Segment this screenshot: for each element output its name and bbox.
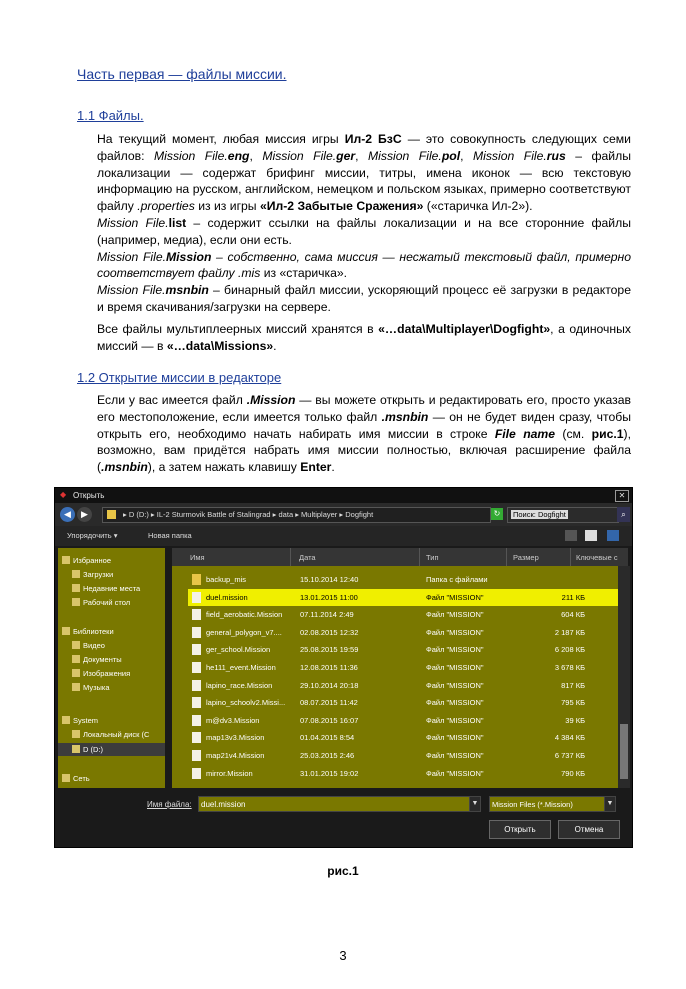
file-icon <box>192 750 201 761</box>
file-icon <box>192 662 201 673</box>
help-icon[interactable] <box>607 530 619 541</box>
sidebar-item-recent[interactable]: Недавние места <box>72 584 140 593</box>
file-icon <box>192 644 201 655</box>
network-icon <box>62 774 70 782</box>
table-row[interactable] <box>188 659 618 676</box>
file-date: 13.01.2015 11:00 <box>300 592 358 602</box>
file-name: general_polygon_v7.... <box>206 627 282 637</box>
file-date: 31.01.2015 19:02 <box>300 768 359 778</box>
file-size: 6 208 КБ <box>554 645 585 655</box>
file-name: duel.mission <box>206 592 248 602</box>
table-row[interactable] <box>188 624 618 641</box>
file-type: Файл "MISSION" <box>426 663 484 672</box>
column-type[interactable]: Тип <box>426 553 439 562</box>
file-type: Папка с файлами <box>426 575 488 584</box>
file-name: map21v4.Mission <box>206 751 265 760</box>
table-row[interactable] <box>188 606 618 623</box>
filename-label: Имя файла: <box>147 800 192 809</box>
file-date: 25.08.2015 19:59 <box>300 645 359 655</box>
file-name: lapino_race.Mission <box>206 680 273 690</box>
file-size: 2 187 КБ <box>554 627 585 637</box>
column-name[interactable]: Имя <box>190 553 205 562</box>
file-type: Файл "MISSION" <box>426 592 484 602</box>
file-type: Файл "MISSION" <box>426 698 484 708</box>
page-number: 3 <box>339 948 347 963</box>
drive-icon <box>72 730 80 738</box>
folder-icon <box>192 574 201 585</box>
sidebar-item-local-disk[interactable]: Локальный диск (C <box>72 730 149 739</box>
library-icon <box>62 627 70 635</box>
sidebar-item-network[interactable]: Сеть <box>62 774 90 783</box>
file-icon <box>192 592 201 603</box>
dialog-title: Открыть <box>73 491 105 500</box>
file-name: ger_school.Mission <box>206 645 271 655</box>
file-date: 15.10.2014 12:40 <box>300 575 359 584</box>
sidebar-item-d-drive[interactable]: D (D:) <box>72 745 103 754</box>
part-heading: Часть первая — файлы миссии. <box>77 66 287 82</box>
vertical-scrollbar[interactable] <box>618 566 630 788</box>
table-row[interactable] <box>188 729 618 746</box>
figure-caption: рис.1 <box>327 864 359 878</box>
file-date: 07.08.2015 16:07 <box>300 715 359 725</box>
file-name: m@dv3.Mission <box>206 715 260 725</box>
file-type: Файл "MISSION" <box>426 627 484 637</box>
sidebar-item-music[interactable]: Музыка <box>72 683 110 692</box>
new-folder-button[interactable]: Новая папка <box>148 531 192 540</box>
star-icon <box>62 556 70 564</box>
drive-icon <box>72 745 80 753</box>
column-date[interactable]: Дата <box>299 553 316 562</box>
search-input[interactable] <box>507 507 619 523</box>
sidebar-item-favorites[interactable]: Избранное <box>62 556 111 565</box>
filename-dropdown-icon[interactable]: ▼ <box>469 796 481 812</box>
open-dialog-screenshot <box>54 487 633 848</box>
scrollbar-thumb[interactable] <box>620 724 628 779</box>
file-name: field_aerobatic.Mission <box>206 610 283 620</box>
app-icon: ◆ <box>60 490 67 499</box>
sidebar-item-system[interactable]: System <box>62 716 98 725</box>
filetype-select[interactable]: Mission Files (*.Mission) <box>489 796 606 812</box>
dialog-titlebar <box>55 488 632 503</box>
table-row[interactable] <box>188 677 618 694</box>
recent-icon <box>72 584 80 592</box>
paragraph-opening: Если у вас имеется файл .Mission — вы можете открыть и редактировать его, просто указав его местоположение, если имеется только файл .msnbin — он не будет виден сразу, чтобы открыть его, необходимо начать набирать имя миссии в строке File name (см. рис.1), возможно, вам придётся набрать имя миссии полностью, включая расширение файла (.msnbin), а затем нажать клавишу Enter. <box>97 393 631 475</box>
images-icon <box>72 669 80 677</box>
file-type: Файл "MISSION" <box>426 715 484 725</box>
navigation-pane <box>58 548 165 788</box>
table-row[interactable] <box>188 571 618 588</box>
file-type: Файл "MISSION" <box>426 733 484 743</box>
file-icon <box>192 768 201 779</box>
section-heading-opening: 1.2 Открытие миссии в редакторе <box>77 370 282 385</box>
section-heading-files: 1.1 Файлы. <box>77 108 144 123</box>
file-list-header <box>172 548 628 566</box>
music-icon <box>72 683 80 691</box>
address-bar <box>55 503 632 526</box>
file-type: Файл "MISSION" <box>426 768 484 778</box>
file-type: Файл "MISSION" <box>426 645 484 655</box>
sidebar-item-video[interactable]: Видео <box>72 641 105 650</box>
file-size: 39 КБ <box>565 715 585 725</box>
sidebar-item-libraries[interactable]: Библиотеки <box>62 627 114 636</box>
file-date: 12.08.2015 11:36 <box>300 663 358 672</box>
file-icon <box>192 697 201 708</box>
table-row[interactable] <box>188 589 618 606</box>
file-name: backup_mis <box>206 575 247 584</box>
file-icon <box>192 715 201 726</box>
sidebar-item-images[interactable]: Изображения <box>72 669 130 678</box>
file-type: Файл "MISSION" <box>426 610 484 620</box>
video-icon <box>72 641 80 649</box>
forward-icon[interactable]: ▶ <box>77 507 92 522</box>
desktop-icon <box>72 598 80 606</box>
file-date: 02.08.2015 12:32 <box>300 627 359 637</box>
sidebar-item-documents[interactable]: Документы <box>72 655 122 664</box>
path-field[interactable] <box>102 507 491 523</box>
dialog-footer <box>55 788 632 847</box>
refresh-icon[interactable]: ↻ <box>491 508 503 520</box>
column-size[interactable]: Размер <box>513 553 539 562</box>
file-size: 4 384 КБ <box>554 733 585 743</box>
filename-field[interactable]: duel.mission <box>198 796 471 812</box>
file-size: 3 678 КБ <box>554 663 585 672</box>
file-type: Файл "MISSION" <box>426 680 484 690</box>
filetype-dropdown-icon[interactable]: ▼ <box>604 796 616 812</box>
open-button[interactable]: Открыть <box>489 820 551 839</box>
table-row[interactable] <box>188 712 618 729</box>
cancel-button[interactable]: Отмена <box>558 820 620 839</box>
file-name: map13v3.Mission <box>206 733 265 743</box>
file-date: 29.10.2014 20:18 <box>300 680 359 690</box>
column-keywords[interactable]: Ключевые с <box>576 553 618 562</box>
view-icon[interactable] <box>565 530 577 541</box>
back-icon[interactable]: ◀ <box>60 507 75 522</box>
documents-icon <box>72 655 80 663</box>
organize-button[interactable]: Упорядочить ▾ <box>67 531 118 540</box>
file-type: Файл "MISSION" <box>426 751 484 760</box>
file-size: 790 КБ <box>561 768 585 778</box>
folder-icon <box>107 510 116 519</box>
sidebar-item-downloads[interactable]: Загрузки <box>72 570 113 579</box>
file-icon <box>192 680 201 691</box>
table-row[interactable] <box>188 694 618 711</box>
file-name: he111_event.Mission <box>206 663 276 672</box>
file-icon <box>192 732 201 743</box>
file-date: 25.03.2015 2:46 <box>300 751 355 760</box>
file-name: mirror.Mission <box>206 768 253 778</box>
paragraph-files-intro: На текущий момент, любая миссия игры Ил-2 БзС — это совокупность следующих семи файлов: Mission File.eng, Mission File.ger, Mission File.pol, Mission File.rus – файлы локализации — содержат брифинг миссии, титры, имена иконок — всю текстовую информацию на русском, английском, немецком и польском языках, примерно соответствуют файлу .properties из из игры «Ил-2 Забытые Сражения» («старичка Ил-2»). Mission File.list – содержит ссылки на файлы локализации и на все сторонние файлы (например, медиа), если они есть. Mission File.Mission – собственно, сама миссия — несжатый текстовый файл, примерно соответствует файлу .mis из «старичка». Mission File.msnbin – бинарный файл миссии, ускоряющий процесс её загрузки в редакторе и время скачивания/загрузки на сервере. <box>97 132 631 314</box>
paragraph-storage: Все файлы мультиплеерных миссий хранятся в «…data\Multiplayer\Dogfight», а одиночных миссий — в «…data\Missions». <box>97 322 631 353</box>
close-icon[interactable]: ✕ <box>615 490 629 502</box>
table-row[interactable] <box>188 641 618 658</box>
preview-pane-icon[interactable] <box>585 530 597 541</box>
table-row[interactable] <box>188 747 618 764</box>
file-name: lapino_schoolv2.Missi... <box>206 698 286 708</box>
search-placeholder: Поиск: Dogfight <box>513 510 566 519</box>
file-size: 211 КБ <box>561 592 585 602</box>
dialog-toolbar <box>55 526 632 546</box>
file-icon <box>192 627 201 638</box>
table-row[interactable] <box>188 765 618 782</box>
downloads-icon <box>72 570 80 578</box>
file-date: 08.07.2015 11:42 <box>300 698 358 708</box>
computer-icon <box>62 716 70 724</box>
file-size: 795 КБ <box>561 698 585 708</box>
file-size: 604 КБ <box>561 610 585 620</box>
sidebar-item-desktop[interactable]: Рабочий стол <box>72 598 130 607</box>
file-date: 01.04.2015 8:54 <box>300 733 355 743</box>
file-date: 07.11.2014 2:49 <box>300 610 354 620</box>
file-size: 6 737 КБ <box>554 751 585 760</box>
search-icon[interactable]: ⌕ <box>617 507 630 522</box>
file-size: 817 КБ <box>561 680 585 690</box>
file-icon <box>192 609 201 620</box>
path-breadcrumb: ▸ D (D:) ▸ IL-2 Sturmovik Battle of Stalingrad ▸ data ▸ Multiplayer ▸ Dogfight <box>123 510 374 519</box>
